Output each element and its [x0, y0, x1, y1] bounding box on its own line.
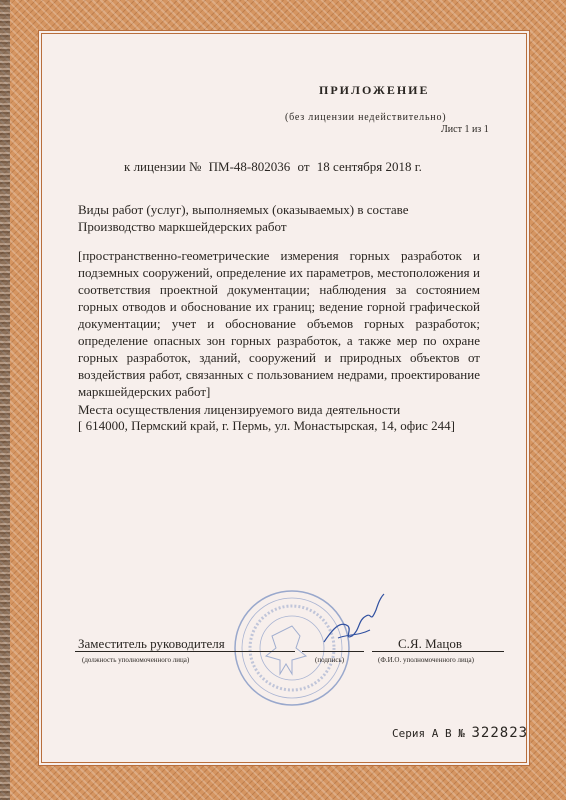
document-subtitle: (без лицензии недействительно) — [285, 112, 447, 123]
works-label — [78, 201, 409, 235]
license-date: 18 сентября 2018 г. — [316, 159, 422, 174]
name-underline — [372, 651, 504, 652]
license-reference — [124, 159, 426, 175]
places-address: [ 614000, Пермский край, г. Пермь, ул. Монастырская, 14, офис 244] — [78, 418, 455, 433]
series-no-sign: № — [458, 727, 465, 740]
printer-bottom-text: · · · · · · · · · · · · · · · · · · · · · · · · — [254, 787, 312, 792]
series-letters: А В — [431, 727, 452, 740]
signer-name: С.Я. Мацов — [398, 636, 463, 651]
handwritten-signature-icon — [318, 590, 388, 650]
series-label: Серия — [392, 727, 426, 740]
license-prefix: к лицензии № — [124, 159, 202, 174]
series-number: 322823 — [471, 725, 529, 741]
places-label: Места осуществления лицензируемого вида деятельности — [78, 402, 401, 417]
name-caption: (Ф.И.О. уполномоченного лица) — [378, 656, 474, 664]
document-title: ПРИЛОЖЕНИЕ — [319, 83, 430, 97]
position-underline — [75, 651, 295, 652]
signer-position: Заместитель руководителя — [78, 636, 225, 651]
printer-side-text: · · · · · · · · · · · · · · · · — [542, 470, 547, 508]
works-label-line2: Производство маркшейдерских работ — [78, 219, 287, 234]
works-description: [пространственно-геометрические измерения горных разработок и подземных сооружений, определение их параметров, местоположения и соответствия проектной документации; наблюдения за состоянием горных отводов и обоснование их границ; ведение горной графической документации; учет и обоснование объемов горных разработок; определение опасных зон горных разработок, а также мер по охране горных разработок, зданий, сооружений и природных объектов от воздействия работ, связанных с пользованием недрами, проектирование маркшейдерских работ] — [78, 248, 480, 399]
position-caption: (должность уполномоченного лица) — [82, 656, 190, 664]
signature-underline — [302, 651, 364, 652]
license-number: ПМ-48-802036 — [208, 159, 291, 174]
works-label-line1: Виды работ (услуг), выполняемых (оказываемых) в составе — [78, 202, 409, 217]
signature-caption: (подпись) — [315, 656, 345, 664]
license-date-prefix: от — [297, 159, 310, 174]
document-series — [392, 725, 528, 741]
scan-edge — [0, 0, 10, 800]
sheet-number: Лист 1 из 1 — [441, 124, 489, 135]
